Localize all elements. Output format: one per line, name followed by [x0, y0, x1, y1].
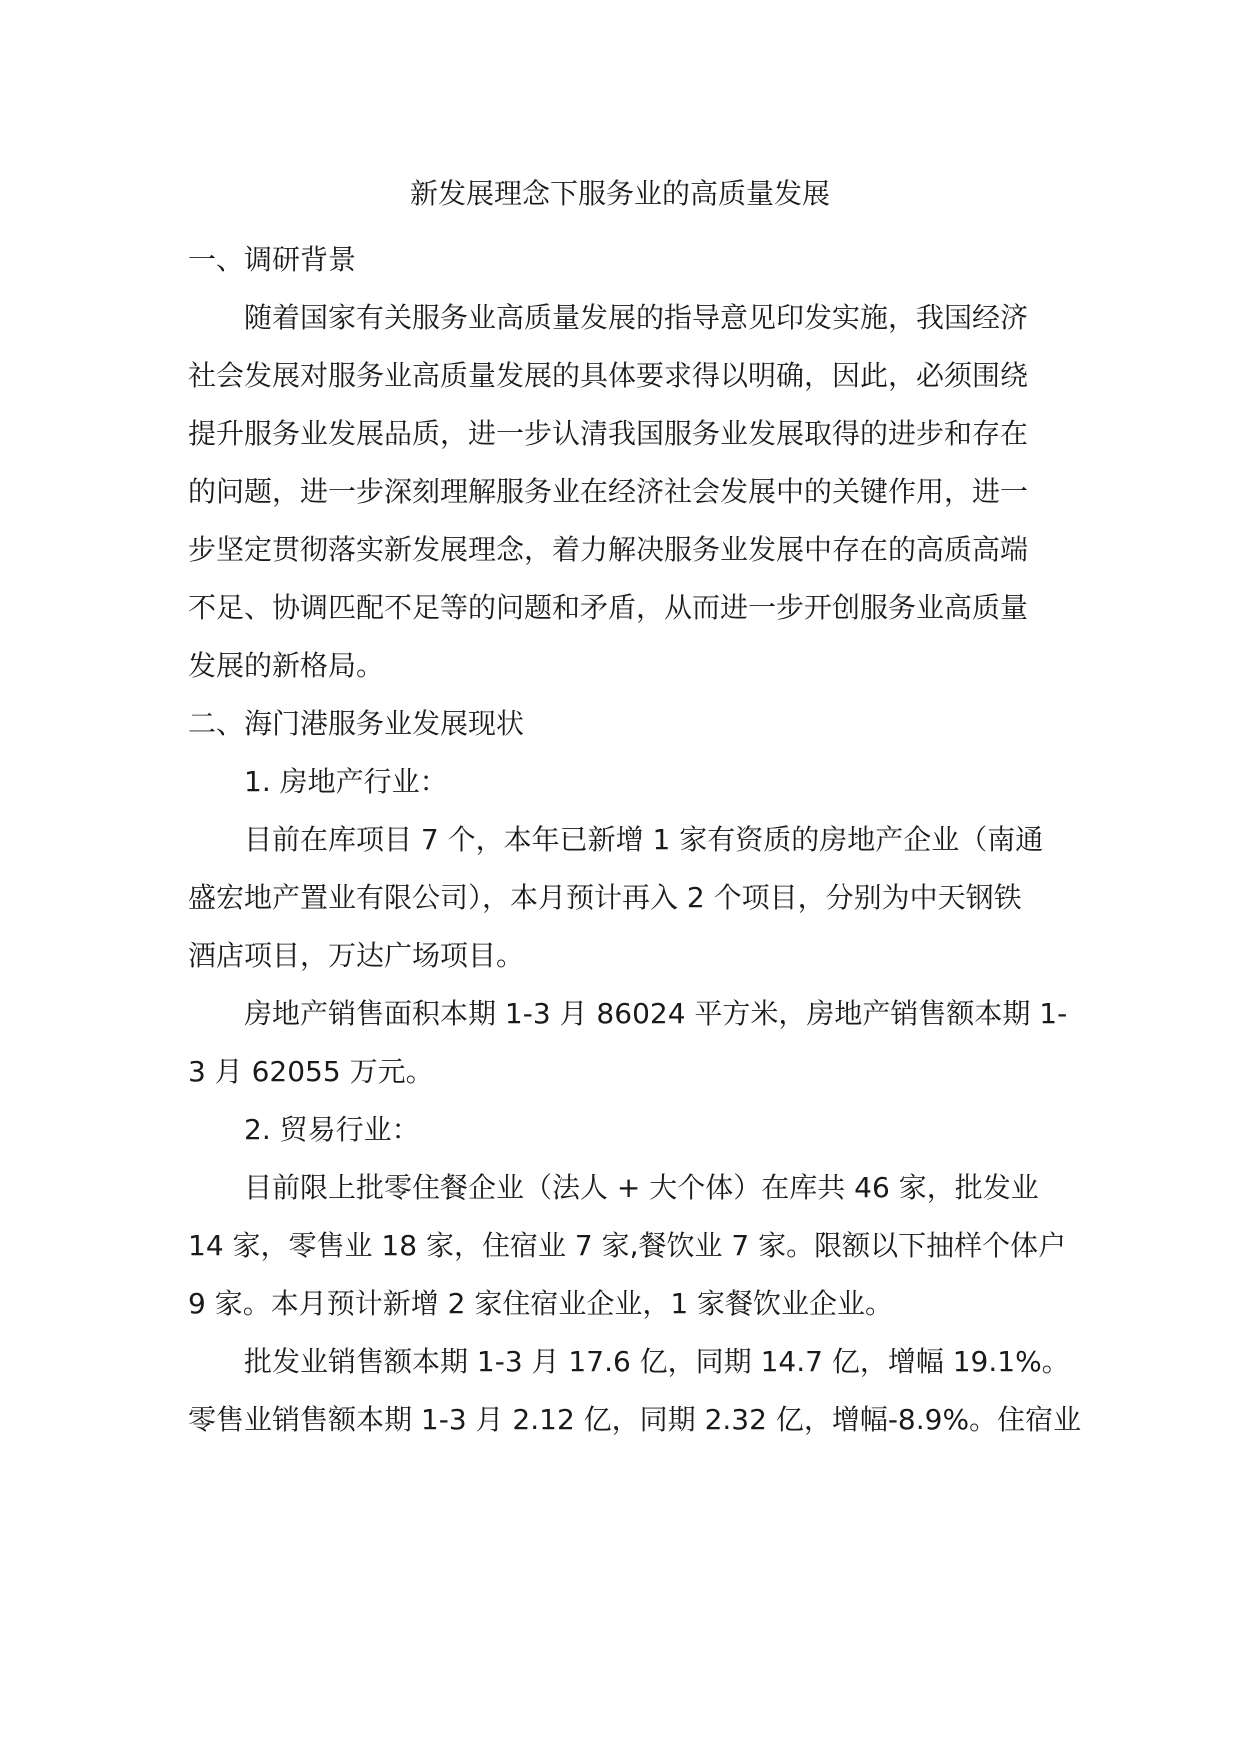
paragraph-line: 随着国家有关服务业高质量发展的指导意见印发实施，我国经济 [244, 301, 1029, 334]
paragraph-line: 房地产销售面积本期 1-3 月 86024 平方米，房地产销售额本期 1- [244, 997, 1068, 1030]
paragraph-line: 14 家，零售业 18 家，住宿业 7 家,餐饮业 7 家。限额以下抽样个体户 [188, 1229, 1067, 1262]
document-title: 新发展理念下服务业的高质量发展 [409, 177, 830, 210]
paragraph-line: 的问题，进一步深刻理解服务业在经济社会发展中的关键作用，进一 [188, 475, 1029, 508]
paragraph-line: 目前限上批零住餐企业（法人 + 大个体）在库共 46 家，批发业 [244, 1171, 1039, 1204]
paragraph-line: 盛宏地产置业有限公司），本月预计再入 2 个项目，分别为中天钢铁 [188, 881, 1022, 914]
subheading-real-estate: 1. 房地产行业： [244, 765, 448, 798]
paragraph-line: 9 家。本月预计新增 2 家住宿业企业，1 家餐饮业企业。 [188, 1287, 894, 1320]
paragraph-line: 社会发展对服务业高质量发展的具体要求得以明确，因此，必须围绕 [188, 359, 1029, 392]
paragraph-line: 零售业销售额本期 1-3 月 2.12 亿，同期 2.32 亿，增幅-8.9%。住宿业 [188, 1403, 1082, 1436]
paragraph-line: 批发业销售额本期 1-3 月 17.6 亿，同期 14.7 亿，增幅 19.1%。 [244, 1345, 1070, 1378]
paragraph-line: 酒店项目，万达广场项目。 [188, 939, 525, 972]
paragraph-line: 目前在库项目 7 个，本年已新增 1 家有资质的房地产企业（南通 [244, 823, 1044, 856]
paragraph-line: 步坚定贯彻落实新发展理念，着力解决服务业发展中存在的高质高端 [188, 533, 1029, 566]
paragraph-line: 发展的新格局。 [188, 649, 385, 682]
paragraph-line: 提升服务业发展品质，进一步认清我国服务业发展取得的进步和存在 [188, 417, 1029, 450]
section-heading-background: 一、调研背景 [188, 243, 357, 276]
paragraph-line: 3 月 62055 万元。 [188, 1055, 434, 1088]
paragraph-line: 不足、协调匹配不足等的问题和矛盾，从而进一步开创服务业高质量 [188, 591, 1029, 624]
subheading-trade: 2. 贸易行业： [244, 1113, 420, 1146]
section-heading-status: 二、海门港服务业发展现状 [188, 707, 525, 740]
